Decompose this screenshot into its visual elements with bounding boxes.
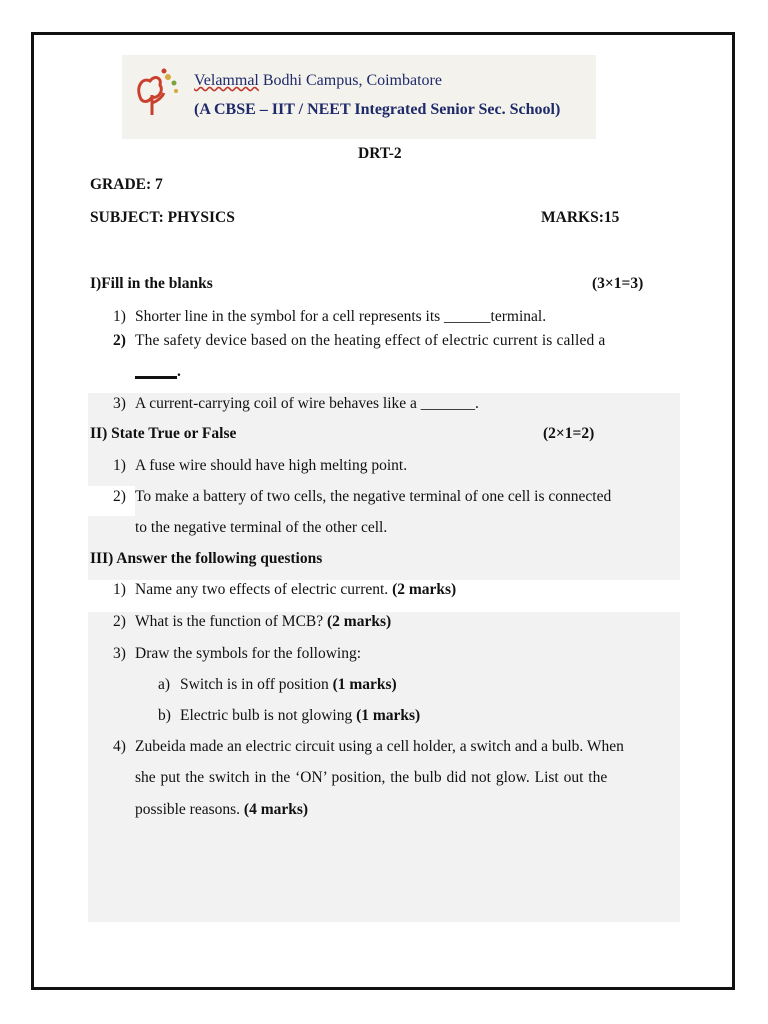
subject-label: SUBJECT: PHYSICS xyxy=(90,209,235,226)
section1-title: I)Fill in the blanks xyxy=(90,275,213,292)
question-item: 4) Zubeida made an electric circuit using a cell holder, a switch and a bulb. When xyxy=(113,738,624,755)
question-item: 2) To make a battery of two cells, the negative terminal of one cell is connected xyxy=(113,488,612,505)
question-item: 1) Shorter line in the symbol for a cell represents its ______terminal. xyxy=(113,308,547,325)
school-logo-icon xyxy=(134,67,182,117)
question-item: 1) Name any two effects of electric current. (2 marks) xyxy=(113,581,457,598)
question-item: 3) Draw the symbols for the following: xyxy=(113,645,362,662)
marks-label: MARKS:15 xyxy=(541,209,620,226)
section3-title: III) Answer the following questions xyxy=(90,550,323,567)
sub-question-item: b) Electric bulb is not glowing (1 marks) xyxy=(158,707,421,724)
school-subtitle: (A CBSE – IIT / NEET Integrated Senior Sec. School) xyxy=(194,101,561,118)
school-header xyxy=(122,55,596,139)
shaded-block xyxy=(88,828,680,922)
question-item: 3) A current-carrying coil of wire behaves like a _______. xyxy=(113,395,479,412)
section1-marks: (3×1=3) xyxy=(592,275,644,292)
question-item: 1) A fuse wire should have high melting point. xyxy=(113,457,408,474)
question-item: 2) What is the function of MCB? (2 marks) xyxy=(113,613,392,630)
question-item-continuation: she put the switch in the ‘ON’ position, the bulb did not glow. List out the xyxy=(135,769,608,786)
section2-marks: (2×1=2) xyxy=(543,425,595,442)
question-item-continuation: . xyxy=(135,362,181,382)
question-item-continuation: to the negative terminal of the other cell. xyxy=(135,519,388,536)
answer-blank xyxy=(135,366,177,379)
test-code: DRT-2 xyxy=(358,145,402,162)
school-name: Velammal Bodhi Campus, Coimbatore xyxy=(194,72,442,89)
sub-question-item: a) Switch is in off position (1 marks) xyxy=(158,676,397,693)
grade-label: GRADE: 7 xyxy=(90,176,163,193)
question-item-continuation: possible reasons. (4 marks) xyxy=(135,801,309,818)
question-item: 2) The safety device based on the heating effect of electric current is called a xyxy=(113,332,606,349)
section2-title: II) State True or False xyxy=(90,425,237,442)
